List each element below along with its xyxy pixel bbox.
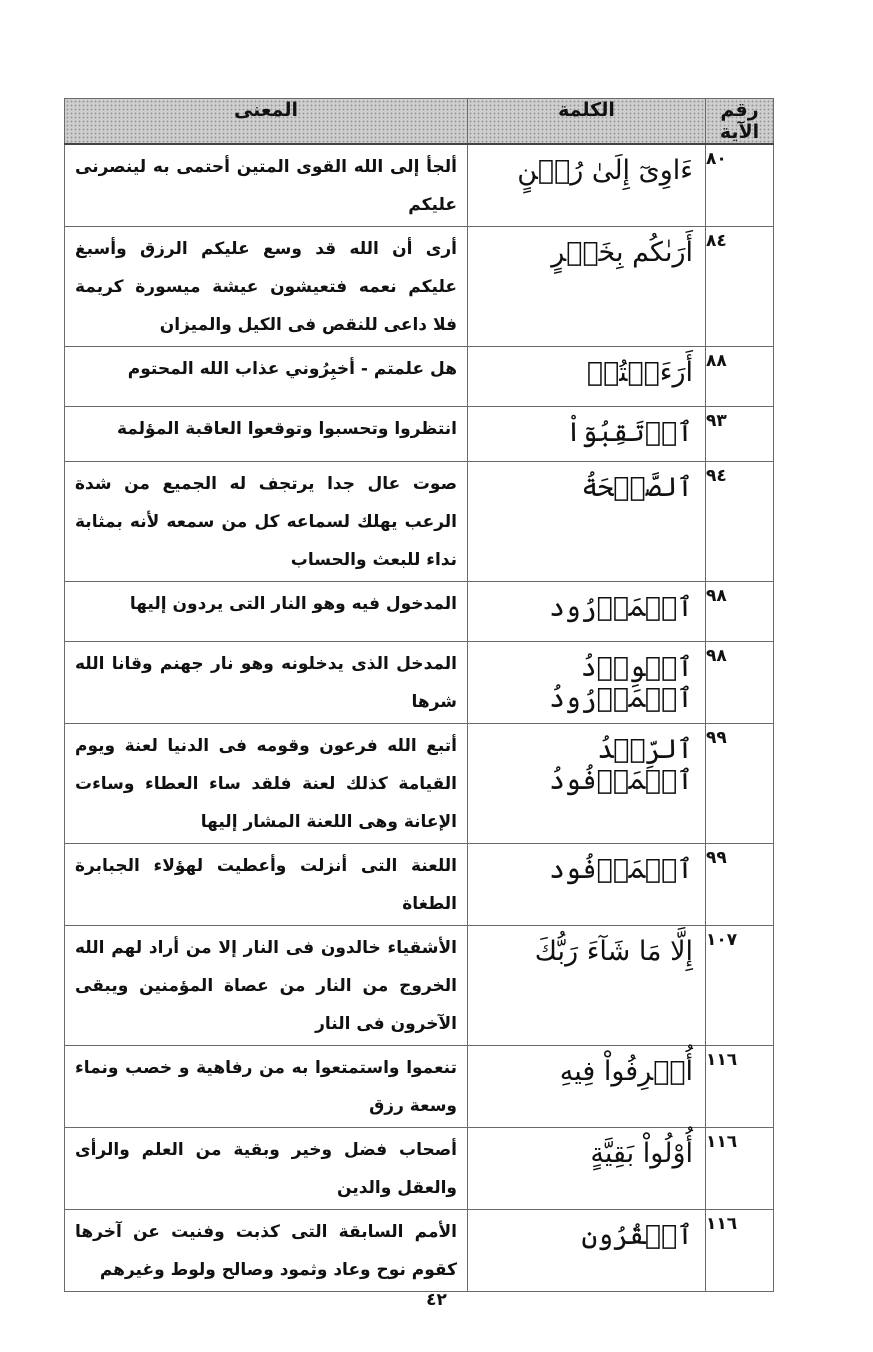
table-row: [65, 407, 774, 462]
meaning-cell: اللعنة التى أنزلت وأعطيت لهؤلاء الجبابرة الطغاة: [65, 844, 468, 926]
verse-number-cell: ٨٤: [706, 227, 774, 347]
table-row: [65, 1046, 774, 1128]
verse-number-cell: ٩٣: [706, 407, 774, 462]
meaning-cell: ألجأ إلى الله القوى المتين أحتمى به لينصرنى عليكم: [65, 144, 468, 227]
meaning-cell: المدخل الذى يدخلونه وهو نار جهنم وقانا الله شرها: [65, 642, 468, 724]
quran-word-cell: أُوْلُواْ بَقِيَّةٍ: [468, 1128, 706, 1210]
table-row: [65, 582, 774, 642]
table-row: [65, 144, 774, 227]
meaning-cell: تنعموا واستمتعوا به من رفاهية و خصب ونماء وسعة رزق: [65, 1046, 468, 1128]
verse-number-cell: ١١٦: [706, 1046, 774, 1128]
verse-number-cell: ٩٩: [706, 724, 774, 844]
quran-word-cell: ٱلرِّفۡدُ ٱلۡمَرۡفُودُ: [468, 724, 706, 844]
vocabulary-table: [64, 98, 774, 1292]
quran-word-cell: ٱلۡوِرۡدُ ٱلۡمَوۡرُودُ: [468, 642, 706, 724]
page-number: ٤٢: [426, 1290, 447, 1310]
table-row: [65, 227, 774, 347]
table-row: [65, 844, 774, 926]
quran-word-cell: ٱلۡمَوۡرُود: [468, 582, 706, 642]
meaning-cell: انتظروا وتحسبوا وتوقعوا العاقبة المؤلمة: [65, 407, 468, 462]
table-header: [65, 99, 774, 145]
quran-word-cell: ءَاوِىٓ إِلَىٰ رُكۡنٍ: [468, 144, 706, 227]
verse-number-cell: ٩٨: [706, 582, 774, 642]
header-verse-number: رقم الآية: [706, 99, 774, 145]
header-row: [65, 99, 774, 145]
verse-number-cell: ٨٨: [706, 347, 774, 407]
table-row: [65, 462, 774, 582]
quran-word-cell: إِلَّا مَا شَآءَ رَبُّكَ: [468, 926, 706, 1046]
meaning-cell: الأشقياء خالدون فى النار إلا من أراد لهم الله الخروج من النار من عصاة المؤمنين ويبقى الآخرون فى النار: [65, 926, 468, 1046]
quran-word-cell: أُتۡرِفُواْ فِيهِ: [468, 1046, 706, 1128]
meaning-cell: صوت عال جدا يرتجف له الجميع من شدة الرعب يهلك لسماعه كل من سمعه لأنه بمثابة نداء للبعث والحساب: [65, 462, 468, 582]
verse-number-cell: ١٠٧: [706, 926, 774, 1046]
header-word: الكلمة: [468, 99, 706, 145]
table-row: [65, 724, 774, 844]
meaning-cell: أتبع الله فرعون وقومه فى الدنيا لعنة ويوم القيامة كذلك لعنة فلقد ساء العطاء وساءت الإعانة وهى اللعنة المشار إليها: [65, 724, 468, 844]
quran-word-cell: ٱرۡتَقِبُوٓاْ: [468, 407, 706, 462]
verse-number-cell: ٨٠: [706, 144, 774, 227]
meaning-cell: أصحاب فضل وخير وبقية من العلم والرأى والعقل والدين: [65, 1128, 468, 1210]
quran-word-cell: ٱلۡمَرۡفُود: [468, 844, 706, 926]
verse-number-cell: ١١٦: [706, 1210, 774, 1292]
verse-number-cell: ٩٤: [706, 462, 774, 582]
verse-number-cell: ٩٩: [706, 844, 774, 926]
verse-number-cell: ١١٦: [706, 1128, 774, 1210]
table-row: [65, 347, 774, 407]
quran-word-cell: ٱلصَّيۡحَةُ: [468, 462, 706, 582]
meaning-cell: هل علمتم - أخبِرُوني عذاب الله المحتوم: [65, 347, 468, 407]
meaning-cell: المدخول فيه وهو النار التى يردون إليها: [65, 582, 468, 642]
table-row: [65, 642, 774, 724]
quran-word-cell: أَرَءَيۡتُمۡ: [468, 347, 706, 407]
meaning-cell: أرى أن الله قد وسع عليكم الرزق وأسبغ عليكم نعمه فتعيشون عيشة ميسورة كريمة فلا داعى للنقص فى الكيل والميزان: [65, 227, 468, 347]
table-body: [65, 144, 774, 1292]
verse-number-cell: ٩٨: [706, 642, 774, 724]
meaning-cell: الأمم السابقة التى كذبت وفنيت عن آخرها كقوم نوح وعاد وثمود وصالح ولوط وغيرهم: [65, 1210, 468, 1292]
table-row: [65, 926, 774, 1046]
quran-word-cell: ٱلۡقُرُون: [468, 1210, 706, 1292]
header-meaning: المعنى: [65, 99, 468, 145]
quran-word-cell: أَرَىٰكُم بِخَيۡرٍ: [468, 227, 706, 347]
table-row: [65, 1128, 774, 1210]
table-row: [65, 1210, 774, 1292]
